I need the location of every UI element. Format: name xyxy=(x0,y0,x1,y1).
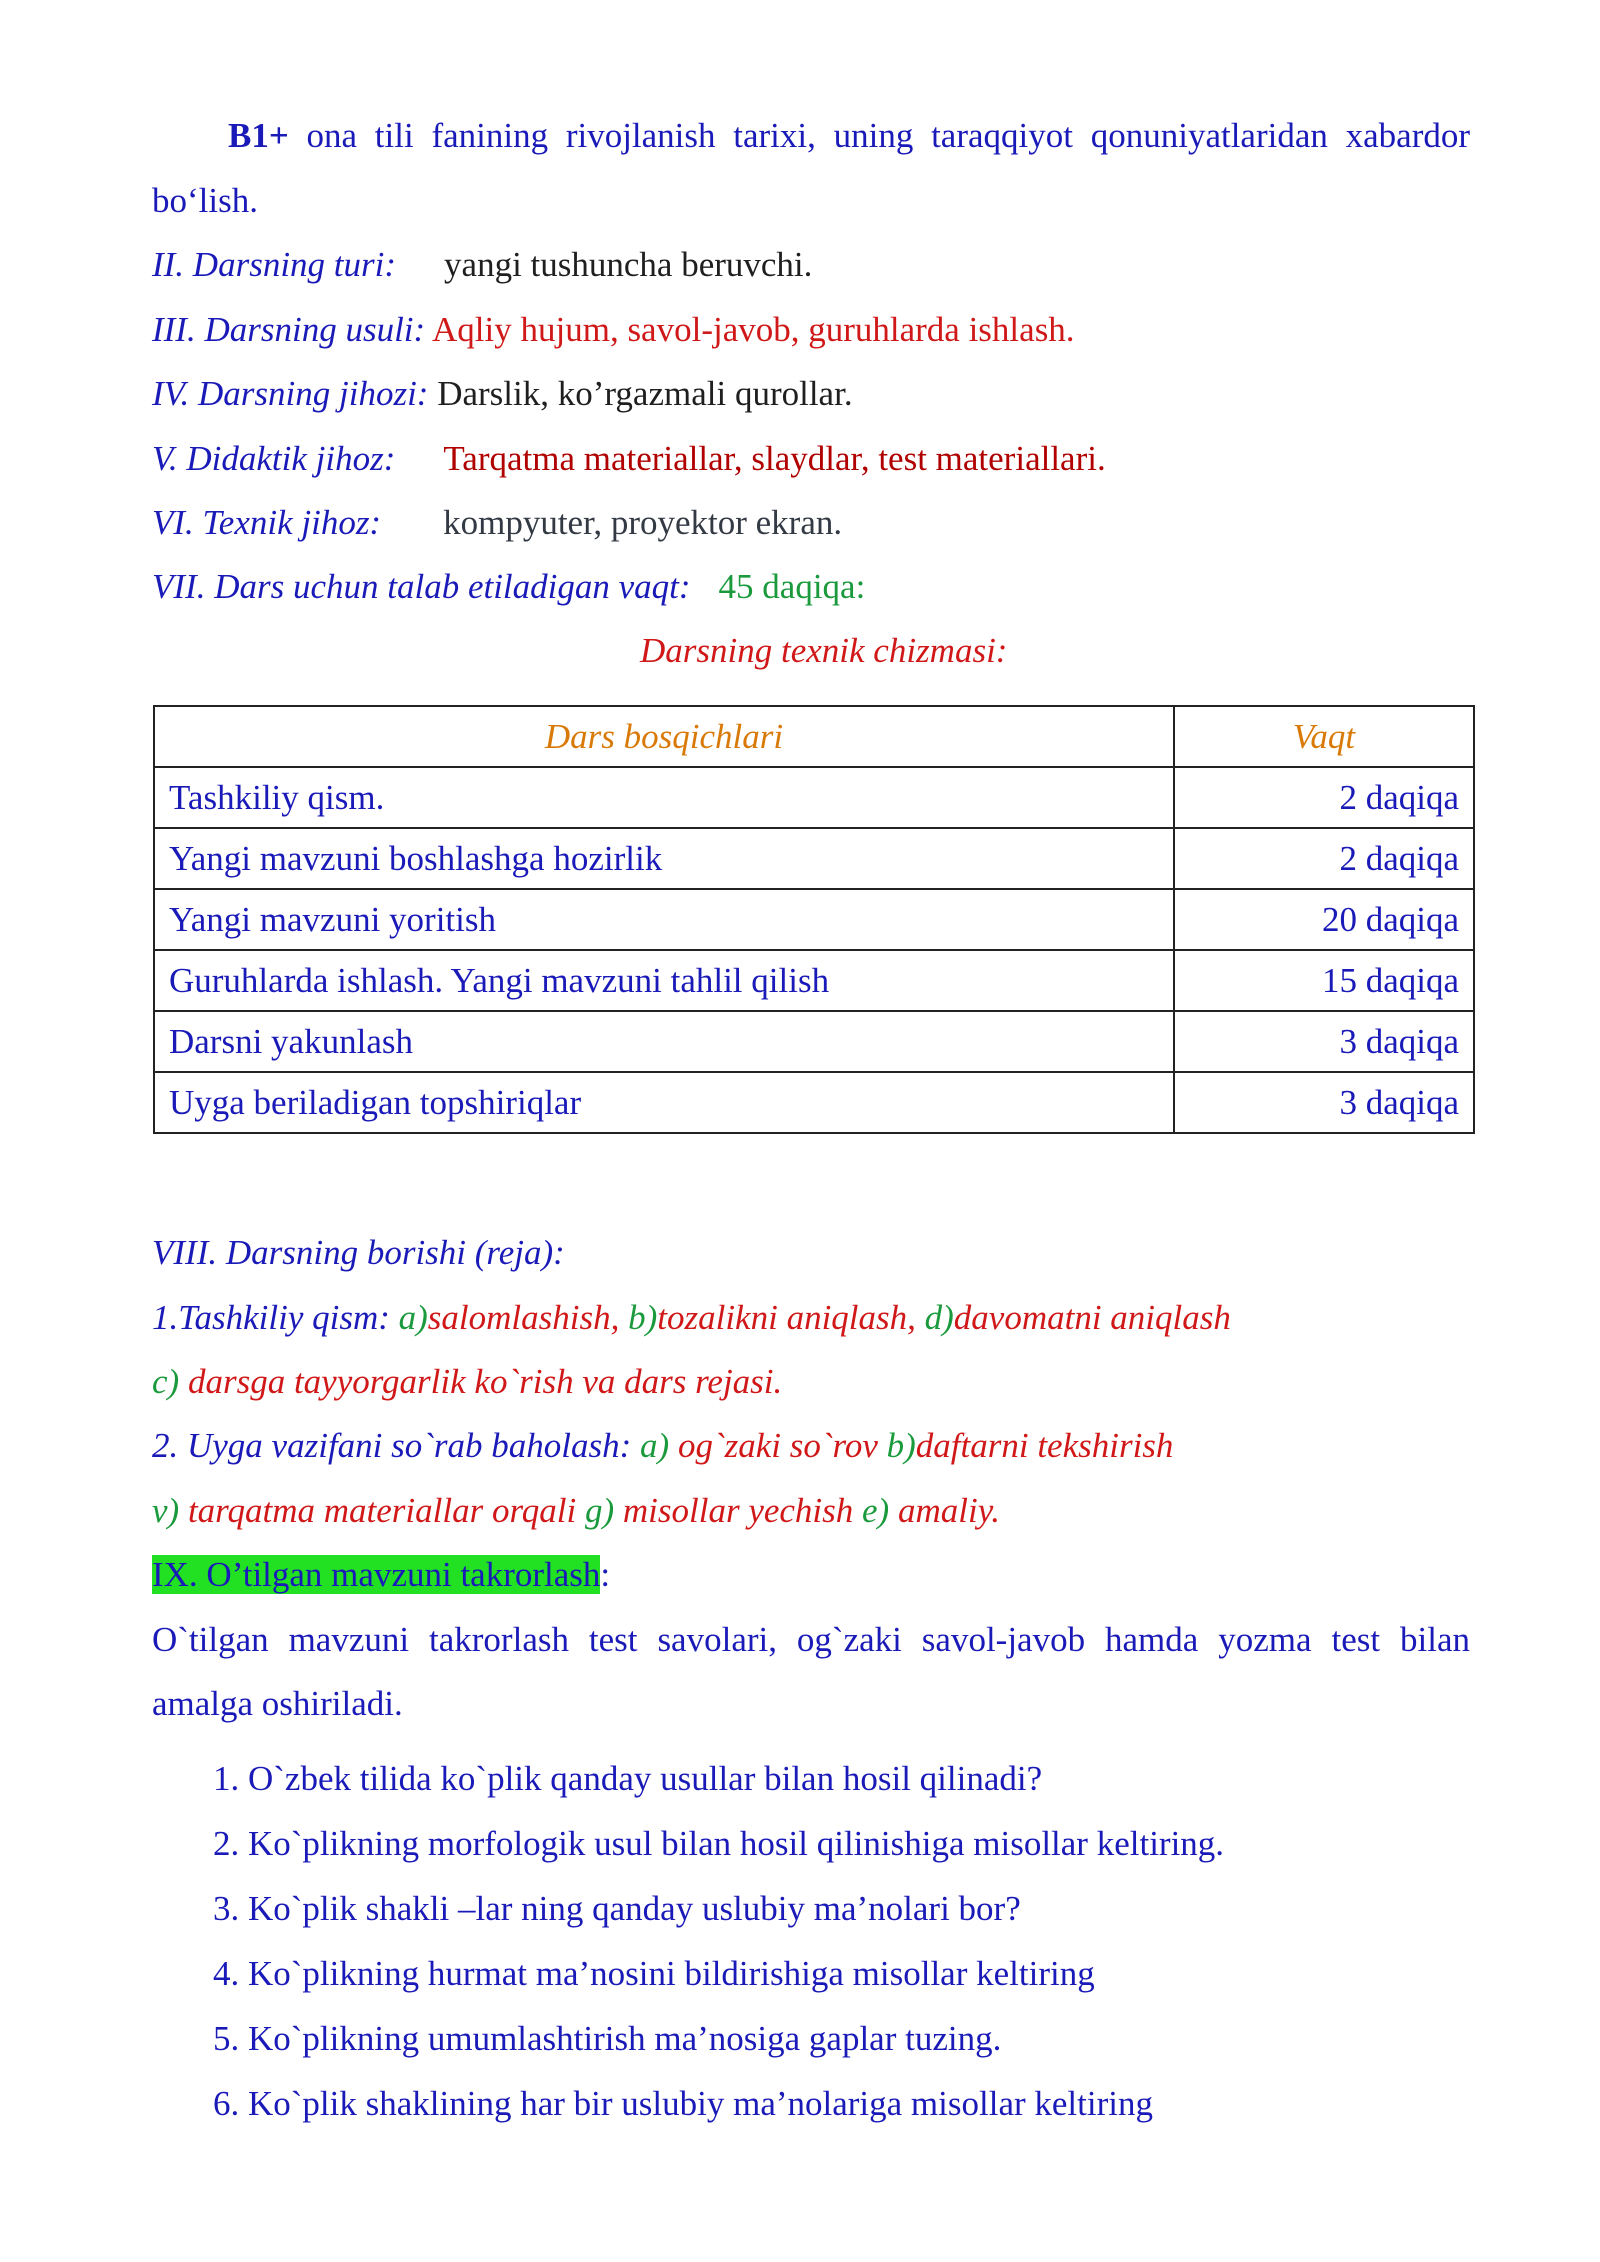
time-cell: 2 daqiqa xyxy=(1174,767,1474,828)
stage-cell: Yangi mavzuni boshlashga hozirlik xyxy=(154,828,1174,889)
info-label: VI. Texnik jihoz: xyxy=(152,503,382,542)
info-label: V. Didaktik jihoz: xyxy=(152,439,396,478)
info-row-type xyxy=(152,243,812,287)
level-badge: B1+ xyxy=(228,116,289,155)
info-value: Aqliy hujum, savol-javob, guruhlarda ishlash. xyxy=(432,310,1075,349)
time-cell: 20 daqiqa xyxy=(1174,889,1474,950)
table-row xyxy=(154,767,1474,828)
plan-step: amaliy. xyxy=(897,1491,1001,1530)
plan-marker: g) xyxy=(584,1491,623,1530)
time-cell: 3 daqiqa xyxy=(1174,1011,1474,1072)
section9-paragraph-line-1: O`tilgan mavzuni takrorlash test savolari, og`zaki savol-javob hamda yozma test bilan xyxy=(152,1620,1470,1659)
plan-marker: b) xyxy=(628,1298,658,1337)
info-label: VII. Dars uchun talab etiladigan vaqt: xyxy=(152,567,691,606)
info-row-didactic xyxy=(152,437,1106,481)
plan-step: darsga tayyorgarlik ko`rish va dars rejasi. xyxy=(187,1362,783,1401)
plan-step: tarqatma materiallar orqali xyxy=(187,1491,585,1530)
list-item: 5. Ko`plikning umumlashtirish ma’nosiga gaplar tuzing. xyxy=(248,2006,1224,2071)
section8-line-2 xyxy=(152,1360,782,1404)
info-label: II. Darsning turi: xyxy=(152,245,397,284)
list-item: 3. Ko`plik shakli –lar ning qanday uslubiy ma’nolari bor? xyxy=(248,1876,1224,1941)
lesson-plan-table xyxy=(153,705,1475,1134)
intro-line-1 xyxy=(228,114,1470,158)
plan-marker: a) xyxy=(640,1426,678,1465)
table-header-row xyxy=(154,706,1474,767)
time-cell: 15 daqiqa xyxy=(1174,950,1474,1011)
review-questions-list xyxy=(200,1746,1224,2136)
section9-heading-text: IX. O’tilgan mavzuni takrorlash xyxy=(152,1555,601,1594)
stage-cell: Darsni yakunlash xyxy=(154,1011,1174,1072)
plan-step: salomlashish, xyxy=(427,1298,629,1337)
plan-step: og`zaki so`rov xyxy=(677,1426,887,1465)
info-value: Tarqatma materiallar, slaydlar, test materiallari. xyxy=(443,439,1106,478)
plan-step: davomatni aniqlash xyxy=(953,1298,1231,1337)
time-cell: 3 daqiqa xyxy=(1174,1072,1474,1133)
info-value: 45 daqiqa: xyxy=(718,567,866,606)
plan-step: tozalikni aniqlash, xyxy=(657,1298,925,1337)
table-row xyxy=(154,828,1474,889)
stage-cell: Yangi mavzuni yoritish xyxy=(154,889,1174,950)
plan-marker: b) xyxy=(886,1426,916,1465)
plan-marker: e) xyxy=(862,1491,898,1530)
stage-cell: Uyga beriladigan topshiriqlar xyxy=(154,1072,1174,1133)
stage-cell: Guruhlarda ishlash. Yangi mavzuni tahlil qilish xyxy=(154,950,1174,1011)
table-row xyxy=(154,950,1474,1011)
info-row-equipment xyxy=(152,372,853,416)
list-item: 2. Ko`plikning morfologik usul bilan hosil qilinishiga misollar keltiring. xyxy=(248,1811,1224,1876)
table-row xyxy=(154,1072,1474,1133)
list-item: 4. Ko`plikning hurmat ma’nosini bildirishiga misollar keltiring xyxy=(248,1941,1224,2006)
info-value: Darslik, ko’rgazmali qurollar. xyxy=(437,374,853,413)
table-row xyxy=(154,1011,1474,1072)
table-row xyxy=(154,889,1474,950)
section9-paragraph-line-2: amalga oshiriladi. xyxy=(152,1684,403,1723)
plan-item-label: 2. Uyga vazifani so`rab baholash: xyxy=(152,1426,641,1465)
info-row-technical xyxy=(152,501,842,545)
plan-marker: d) xyxy=(924,1298,954,1337)
section9-heading-colon: : xyxy=(600,1555,611,1594)
plan-marker: c) xyxy=(152,1362,188,1401)
time-cell: 2 daqiqa xyxy=(1174,828,1474,889)
info-row-method xyxy=(152,308,1075,352)
column-header-time: Vaqt xyxy=(1174,706,1474,767)
plan-step: daftarni tekshirish xyxy=(915,1426,1174,1465)
plan-item-label: 1.Tashkiliy qism: xyxy=(152,1298,399,1337)
plan-marker: v) xyxy=(152,1491,188,1530)
plan-marker: a) xyxy=(398,1298,428,1337)
section8-line-4 xyxy=(152,1489,1000,1533)
section8-heading: VIII. Darsning borishi (reja): xyxy=(152,1233,565,1272)
info-value: yangi tushuncha beruvchi. xyxy=(444,245,813,284)
section8-line-1 xyxy=(152,1296,1231,1340)
info-label: IV. Darsning jihozi: xyxy=(152,374,429,413)
section8-line-3 xyxy=(152,1424,1173,1468)
info-value: kompyuter, proyektor ekran. xyxy=(443,503,843,542)
intro-text-a: ona tili fanining rivojlanish tarixi, uning taraqqiyot qonuniyatlaridan xabardor xyxy=(288,116,1470,155)
list-item: 6. Ko`plik shaklining har bir uslubiy ma’nolariga misollar keltiring xyxy=(248,2071,1224,2136)
table-title: Darsning texnik chizmasi: xyxy=(640,631,1008,670)
list-item: 1. O`zbek tilida ko`plik qanday usullar bilan hosil qilinadi? xyxy=(248,1746,1224,1811)
intro-line-2: bo‘lish. xyxy=(152,181,258,220)
info-row-time xyxy=(152,565,865,609)
section9-heading xyxy=(152,1553,610,1597)
column-header-stage: Dars bosqichlari xyxy=(154,706,1174,767)
plan-step: misollar yechish xyxy=(622,1491,863,1530)
stage-cell: Tashkiliy qism. xyxy=(154,767,1174,828)
info-label: III. Darsning usuli: xyxy=(152,310,426,349)
